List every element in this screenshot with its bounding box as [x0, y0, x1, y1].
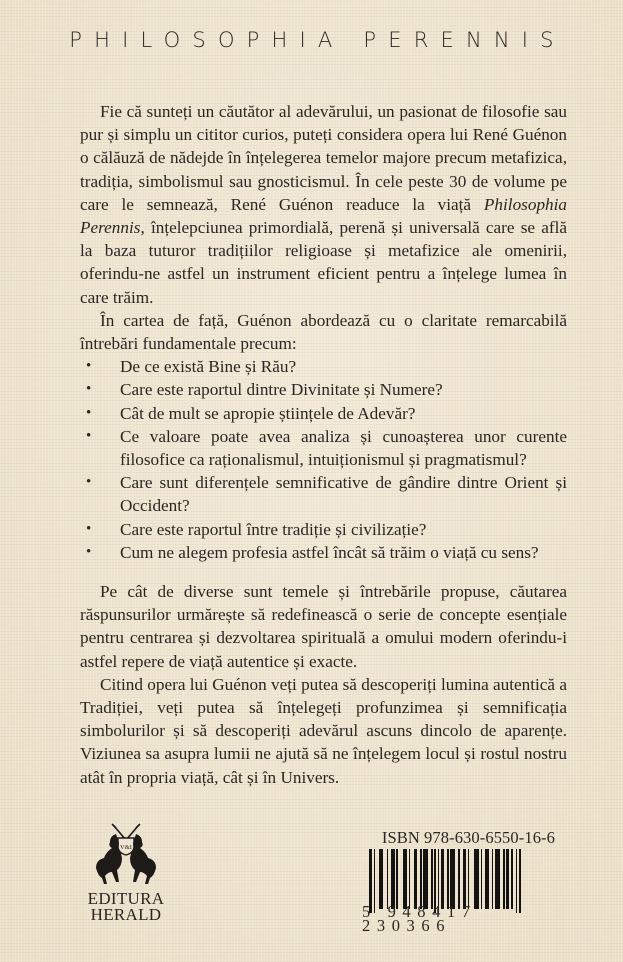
barcode-bar [431, 849, 433, 909]
bullet-icon: • [86, 427, 92, 444]
isbn-barcode [360, 829, 560, 933]
publisher-name-line1: EDITURA [87, 889, 165, 908]
barcode-bar [447, 849, 449, 909]
question-item [80, 518, 567, 541]
bullet-icon: • [86, 358, 92, 375]
bullet-icon: • [86, 543, 92, 560]
question-item [80, 425, 567, 471]
questions-list [80, 355, 567, 564]
bullet-icon: • [86, 520, 92, 537]
paragraph-search: Pe cât de diverse sunt temele și întrebările propuse, căutarea răspunsurilor urmărește să redefinească o serie de concepte esențiale pentru centrarea și dezvoltarea spirituală a omului modern oferindu-i astfel repere de viață autentice și exacte. [80, 582, 567, 671]
question-item [80, 471, 567, 517]
series-title: PHILOSOPHIA PERENNIS [69, 28, 566, 52]
publisher-logo [86, 822, 166, 947]
intro-text-continued: , înțelepciunea primordială, perenă și universală care se află la baza tuturor tradițiilor religioase și metafizice ale omenirii, oferindu-ne astfel un instrument eficient pentru a înțelege lumea în care trăim. [80, 218, 567, 307]
barcode-bar [403, 849, 408, 909]
publisher-name-line2: HERALD [90, 905, 162, 924]
barcode-bar [519, 849, 521, 913]
barcode-bar [441, 849, 444, 909]
question-text: Care este raportul dintre Divinitate și Numere? [120, 380, 443, 400]
bullet-icon: • [86, 381, 92, 398]
barcode-bar [468, 849, 470, 909]
question-text: Cât de mult se apropie științele de Adevăr? [120, 403, 416, 423]
barcode-bar [396, 849, 398, 909]
intro-text: Fie că sunteți un căutător al adevărului, un pasionat de filosofie sau pur și simplu un cititor curios, puteți considera opera lui René Guénon o călăuză de nădejde în înțelegerea temelor majore precum metafizica, tradiția, simbolismul sau gnosticismul. În cele peste 30 de volume pe care le semnează, René Guénon readuce la viață [80, 102, 567, 214]
svg-text:V&I: V&I [120, 844, 132, 851]
barcode-bar [379, 849, 384, 909]
question-text: Cum ne alegem profesia astfel încât să trăim o viață cu sens? [120, 542, 539, 562]
barcode-bar [420, 849, 422, 909]
barcode-bar [423, 849, 428, 909]
paragraph-questions-intro: În cartea de față, Guénon abordează cu o claritate remarcabilă întrebări fundamentale precum: [80, 310, 567, 354]
question-item [80, 402, 567, 425]
bullet-icon: • [86, 474, 92, 491]
barcode-bar [516, 849, 518, 913]
barcode-bar [409, 849, 411, 909]
question-item [80, 378, 567, 401]
question-item [80, 541, 567, 564]
barcode-bar [481, 849, 483, 909]
barcode-bar [387, 849, 389, 909]
isbn-label: ISBN 978-630-6550-16-6 [381, 828, 555, 847]
barcode-bar [414, 849, 417, 909]
paragraph-intro [80, 100, 567, 309]
barcode-bar [463, 849, 466, 909]
barcode-bar [495, 849, 500, 909]
barcode-bar [391, 849, 394, 909]
twin-stags-heraldic-icon [90, 822, 162, 888]
question-item [80, 355, 567, 378]
ean-digits: 5 948417 230366 [362, 902, 477, 935]
question-text: Care sunt diferențele semnificative de gândire dintre Orient și Occident? [120, 473, 567, 516]
barcode-bar [506, 849, 509, 909]
barcode-bar [474, 849, 479, 909]
barcode-bar [503, 849, 505, 909]
barcode-bar [458, 849, 460, 909]
barcode-bar [485, 849, 488, 909]
question-text: De ce există Bine și Rău? [120, 357, 297, 377]
barcode-bar [511, 849, 513, 909]
back-cover-text [80, 100, 567, 789]
question-text: Ce valoare poate avea analiza și cunoașterea unor curente filosofice ca raționalismul, intuiționismul și pragmatismul? [120, 426, 567, 470]
publisher-name [86, 891, 166, 923]
barcode-bar [450, 849, 455, 909]
intro-italic-title: Philosophia Perennis [80, 194, 567, 238]
paragraph-conclusion: Citind opera lui Guénon veți putea să descoperiți lumina autentică a Tradiției, veți putea să înțelegeți profunzimea și semnificația simbolurilor și să descoperiți adevărul ascuns dincolo de aparențe. Viziunea sa asupra lumii ne ajută să ne înțelegem locul și rostul nostru atât în propria viață, cât și în Univers. [80, 674, 567, 787]
question-text: Care este raportul între tradiție și civilizație? [120, 519, 427, 539]
barcode-bar [492, 849, 494, 909]
bullet-icon: • [86, 404, 92, 421]
